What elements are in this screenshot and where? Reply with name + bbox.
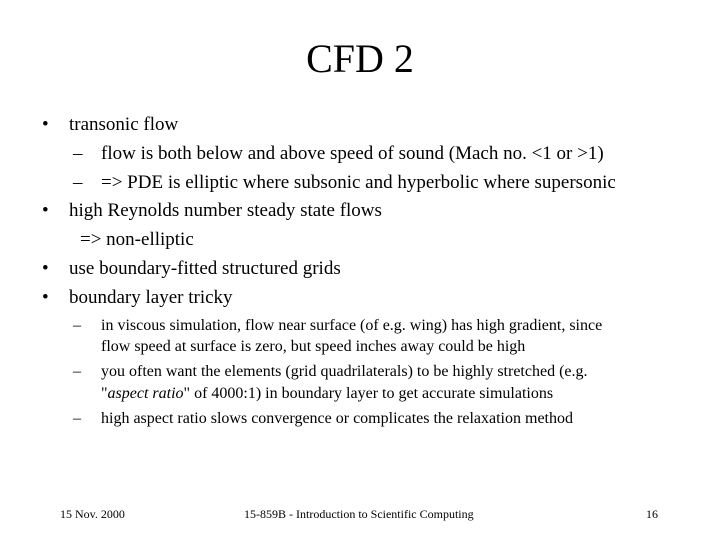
dash-marker: –	[73, 410, 81, 427]
footer-course: 15-859B - Introduction to Scientific Computing	[244, 507, 474, 521]
sub-bullet-viscous-line2: flow speed at surface is zero, but speed inches away could be high	[101, 338, 526, 355]
bullet-boundary-layer: boundary layer tricky	[69, 287, 233, 308]
sub-bullet-viscous-line1: in viscous simulation, flow near surface (of e.g. wing) has high gradient, since	[101, 317, 603, 334]
bullet-marker: •	[42, 114, 49, 135]
dash-marker: –	[73, 363, 81, 380]
footer-page-number: 16	[646, 507, 658, 521]
sub-bullet-stretch-line2	[101, 384, 553, 403]
dash-marker: –	[73, 143, 83, 164]
dash-marker: –	[73, 317, 81, 334]
sub-bullet-aspect-ratio: high aspect ratio slows convergence or complicates the relaxation method	[101, 410, 573, 427]
stretch-line2-rest: " of 4000:1) in boundary layer to get accurate simulations	[183, 385, 554, 402]
bullet-marker: •	[42, 258, 49, 279]
bullet-boundary-fitted: use boundary-fitted structured grids	[69, 258, 341, 279]
bullet-marker: •	[42, 287, 49, 308]
quote-open: "	[101, 385, 108, 402]
bullet-reynolds: high Reynolds number steady state flows	[69, 200, 382, 221]
continuation-non-elliptic: => non-elliptic	[80, 229, 194, 250]
bullet-marker: •	[42, 200, 49, 221]
footer-date: 15 Nov. 2000	[60, 507, 125, 521]
sub-bullet-pde: => PDE is elliptic where subsonic and hyperbolic where supersonic	[101, 172, 616, 193]
dash-marker: –	[73, 172, 83, 193]
sub-bullet-mach: flow is both below and above speed of sound (Mach no. <1 or >1)	[101, 143, 604, 164]
slide-title: CFD 2	[306, 36, 414, 81]
bullet-transonic-flow: transonic flow	[69, 114, 179, 135]
sub-bullet-stretch-line1: you often want the elements (grid quadrilaterals) to be highly stretched (e.g.	[101, 363, 588, 380]
aspect-ratio-italic: aspect ratio	[107, 385, 184, 402]
